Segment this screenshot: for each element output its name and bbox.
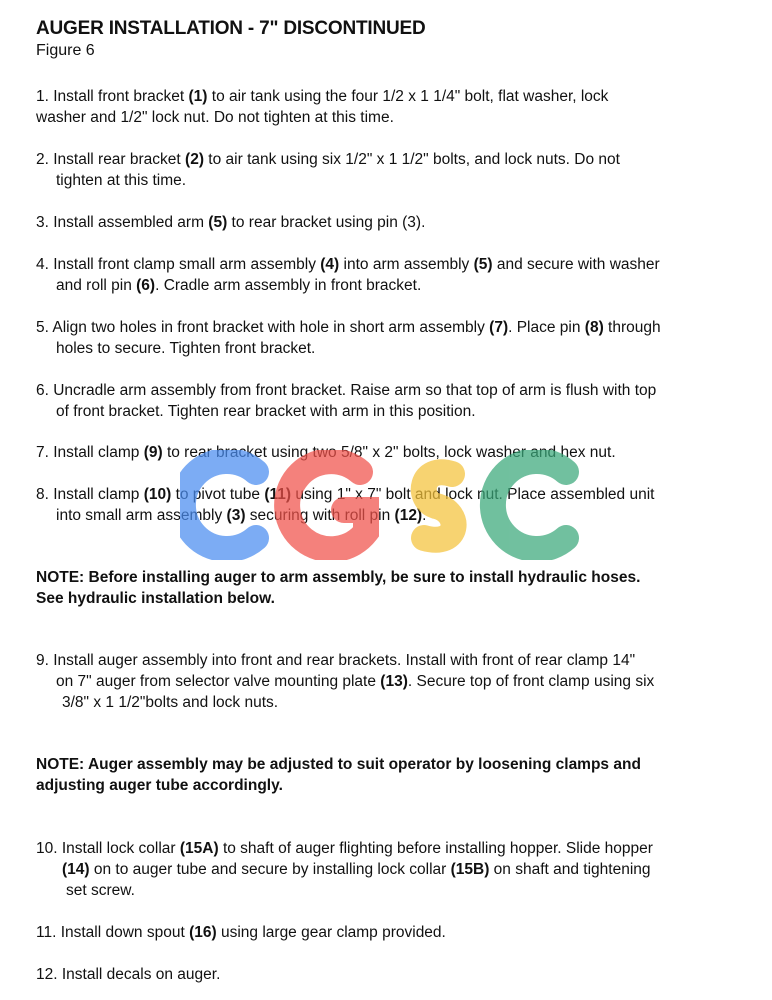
step-7: 7. Install clamp (9) to rear bracket using two 5/8" x 2" bolts, lock washer and hex nut. (36, 444, 616, 461)
step-2: 2. Install rear bracket (2) to air tank using six 1/2" x 1 1/2" bolts, and lock nuts. Do not tighten at this time. (36, 151, 620, 189)
step-8: 8. Install clamp (10) to pivot tube (11) using 1" x 7" bolt and lock nut. Place assembled unit into small arm assembly (3) securing with roll pin (12). (36, 486, 655, 524)
note-hydraulic-hoses: NOTE: Before installing auger to arm assembly, be sure to install hydraulic hoses. See hydraulic installation below. (36, 569, 641, 607)
step-4: 4. Install front clamp small arm assembly (4) into arm assembly (5) and secure with washer and roll pin (6). Cradle arm assembly in front bracket. (36, 256, 660, 294)
note-auger-adjustment: NOTE: Auger assembly may be adjusted to suit operator by loosening clamps and adjusting auger tube accordingly. (36, 756, 641, 794)
page-title: AUGER INSTALLATION - 7" DISCONTINUED (36, 18, 426, 39)
step-1: 1. Install front bracket (1) to air tank using the four 1/2 x 1 1/4" bolt, flat washer, lock washer and 1/2" lock nut. Do not tighten at this time. (36, 88, 609, 126)
step-9: 9. Install auger assembly into front and rear brackets. Install with front of rear clamp 14" on 7" auger from selector valve mounting plate (13). Secure top of front clamp using six 3/8" x 1 1/2"bolts and lock nuts. (36, 652, 655, 711)
step-5: 5. Align two holes in front bracket with hole in short arm assembly (7). Place pin (8) through holes to secure. Tighten front bracket. (36, 319, 661, 357)
step-12: 12. Install decals on auger. (36, 966, 221, 983)
step-3: 3. Install assembled arm (5) to rear bracket using pin (3). (36, 214, 426, 231)
figure-label: Figure 6 (36, 42, 95, 59)
step-11: 11. Install down spout (16) using large gear clamp provided. (36, 924, 446, 941)
step-10: 10. Install lock collar (15A) to shaft of auger flighting before installing hopper. Slide hopper (14) on to auger tube and secure by installing lock collar (15B) on shaft and tightening set screw. (36, 840, 653, 899)
step-6: 6. Uncradle arm assembly from front bracket. Raise arm so that top of arm is flush with top of front bracket. Tighten rear bracket with arm in this position. (36, 382, 657, 420)
